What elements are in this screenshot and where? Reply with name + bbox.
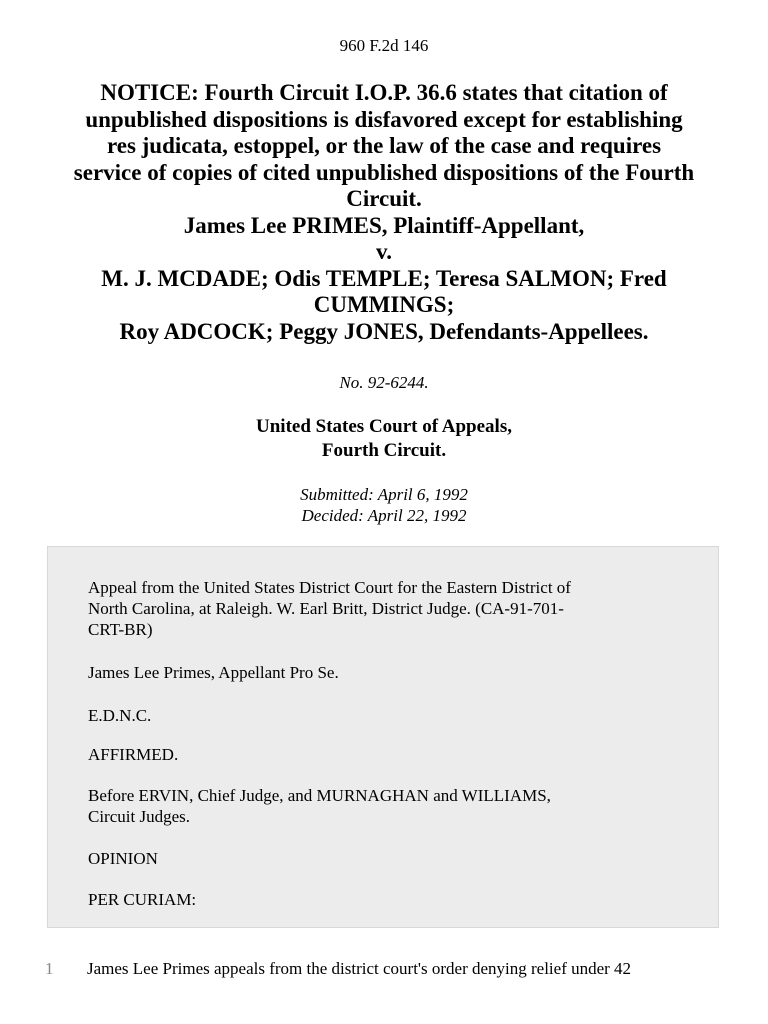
paragraph-number: 1 <box>45 959 54 978</box>
panel-line: Circuit Judges. <box>88 807 190 826</box>
court-name-line: Fourth Circuit. <box>321 439 447 461</box>
court-name-line: United States Court of Appeals, <box>256 416 512 437</box>
notice-line: res judicata, estoppel, or the law of the case and requires <box>106 133 662 158</box>
appellees-line: CUMMINGS; <box>313 292 455 317</box>
notice-line: Circuit. <box>346 186 422 211</box>
docket-number: No. 92-6244. <box>339 373 429 392</box>
reporter-citation: 960 F.2d 146 <box>339 36 429 55</box>
notice-line: unpublished dispositions is disfavored except for establishing <box>85 106 683 132</box>
notice-line: service of copies of cited unpublished dispositions of the Fourth <box>73 159 695 185</box>
per-curiam-label: PER CURIAM: <box>88 890 197 909</box>
decision-dates <box>0 484 768 526</box>
decided-date: Decided: April 22, 1992 <box>301 506 467 525</box>
appeal-line: North Carolina, at Raleigh. W. Earl Britt, District Judge. (CA-91-701- <box>88 599 564 618</box>
notice-line: NOTICE: Fourth Circuit I.O.P. 36.6 states that citation of <box>100 80 668 105</box>
appellant-party: James Lee PRIMES, Plaintiff-Appellant, <box>183 212 585 238</box>
counsel-line: James Lee Primes, Appellant Pro Se. <box>88 663 339 682</box>
appeal-line: Appeal from the United States District Court for the Eastern District of <box>88 578 571 597</box>
case-caption <box>40 80 728 345</box>
panel-statement <box>88 785 678 827</box>
appellees-line: Roy ADCOCK; Peggy JONES, Defendants-Appellees. <box>119 318 649 344</box>
paragraph-text: James Lee Primes appeals from the district court's order denying relief under 42 <box>87 959 632 978</box>
submitted-date: Submitted: April 6, 1992 <box>300 485 468 504</box>
versus-label: v. <box>376 239 392 264</box>
origin-court: E.D.N.C. <box>88 706 152 725</box>
opinion-label: OPINION <box>88 849 158 868</box>
court-name <box>0 415 768 462</box>
disposition: AFFIRMED. <box>88 745 179 764</box>
appellees-line: M. J. MCDADE; Odis TEMPLE; Teresa SALMON; Fred <box>101 265 667 291</box>
headnote-box <box>47 546 719 928</box>
panel-line: Before ERVIN, Chief Judge, and MURNAGHAN and WILLIAMS, <box>88 786 551 805</box>
appeal-line: CRT-BR) <box>88 620 153 639</box>
appeal-statement <box>88 577 678 640</box>
